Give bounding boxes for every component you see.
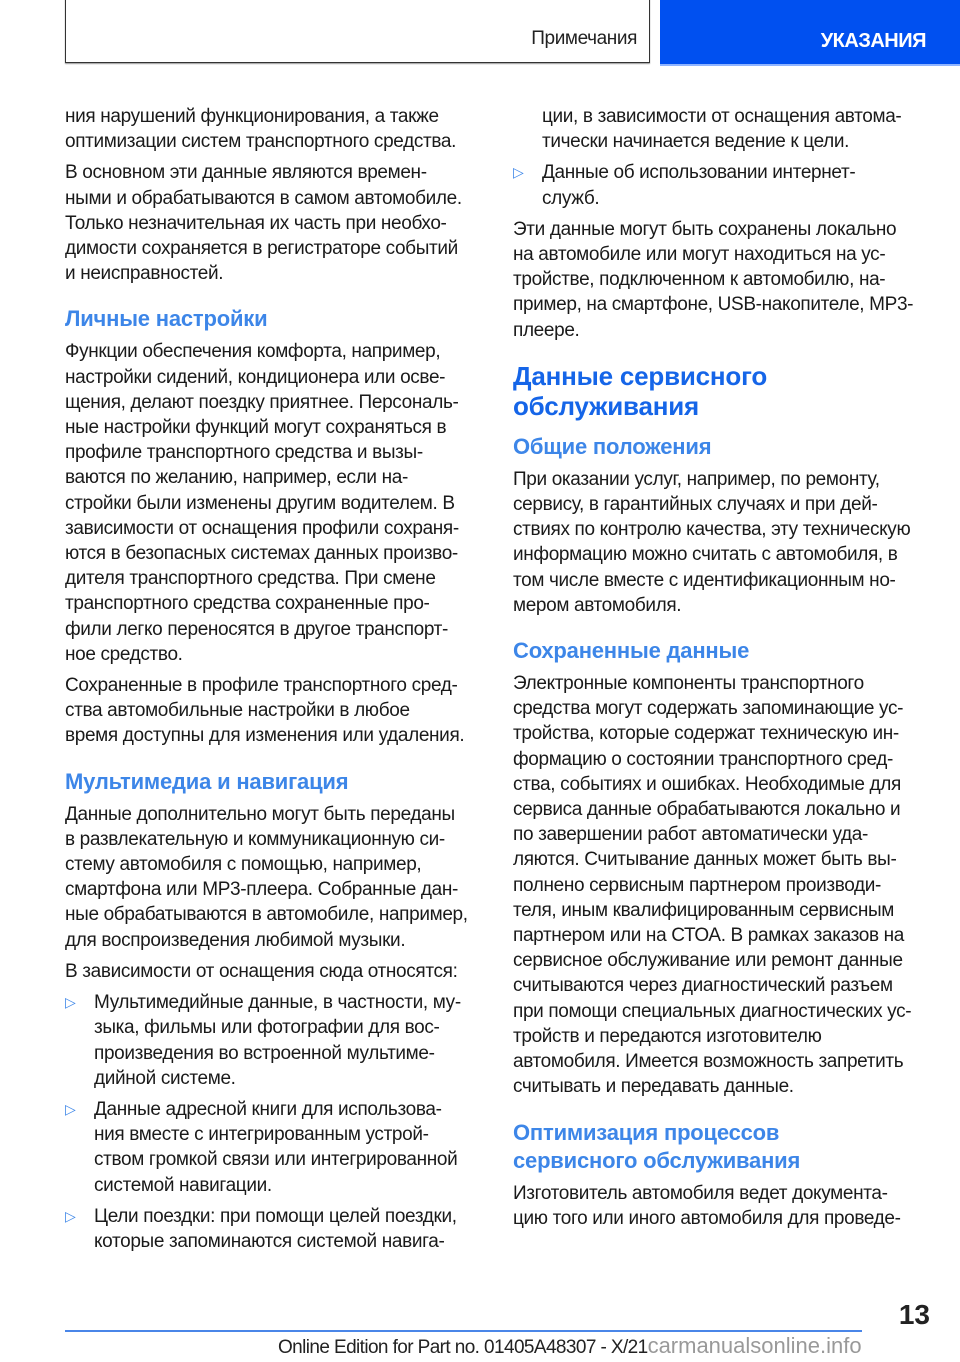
paragraph: Эти данные могут быть сохранены локально на автомобиле или могут находиться на ус- тройстве, подключенном к автомобилю, на- пример, на смартфоне, USB-накопителе, MP3- плеере.: [513, 218, 914, 341]
chapter-title: УКАЗАНИЯ: [820, 30, 926, 52]
page-number: 13: [898, 1299, 930, 1330]
list-item-text: Цели поездки: при помощи целей поездки, которые запоминаются системой навига-: [94, 1205, 457, 1252]
bullet-triangle-icon: ▷: [65, 994, 76, 1011]
paragraph: ния нарушений функционирования, а также оптимизации систем транспортного средства.: [65, 106, 457, 153]
paragraph: В основном эти данные являются времен- ными и обрабатываются в самом автомобиле. Только незначительная их часть при необхо- димости сохраняется в регистраторе событий и неисправностей.: [65, 162, 462, 285]
section-title: Примечания: [531, 28, 637, 49]
paragraph: Данные дополнительно могут быть переданы в развлекательную и коммуникационную си- стему автомобиля с помощью, например, смартфона или MP3-плеера. Собранные дан- ные обрабатываются в автомобиле, например, для воспроизведения любимой музыки.: [65, 803, 468, 951]
edition-text: Online Edition for Part no. 01405A48307 - X/21: [278, 1337, 648, 1358]
heading-multimedia: Мультимедиа и навигация: [65, 768, 349, 794]
header-section-box: [65, 0, 650, 63]
list-item-text: Данные адресной книги для использова- ния вместе с интегрированным устрой- ством громкой связи или интегрированной системой навигации.: [94, 1098, 458, 1196]
footer-divider: [65, 1330, 862, 1332]
bullet-triangle-icon: ▷: [65, 1207, 76, 1224]
list-item: [65, 990, 485, 1091]
heading-service-data: Данные сервисного обслуживания: [513, 360, 768, 421]
list-item: [65, 1097, 485, 1198]
heading-saved-data: Сохраненные данные: [513, 638, 750, 664]
heading-service-optimization: Оптимизация процессов сервисного обслуживания: [513, 1119, 801, 1173]
paragraph: В зависимости от оснащения сюда относятся:: [65, 960, 458, 982]
paragraph: Сохраненные в профиле транспортного сред- ства автомобильные настройки в любое время доступны для изменения или удаления.: [65, 675, 465, 747]
right-column: [513, 104, 933, 1237]
bullet-triangle-icon: ▷: [513, 164, 524, 181]
paragraph: Изготовитель автомобиля ведет документа- цию того или иного автомобиля для проведе-: [513, 1182, 901, 1229]
watermark: carmanualsonline.info: [647, 1333, 862, 1358]
bullet-triangle-icon: ▷: [65, 1100, 76, 1117]
list-item-text: Данные об использовании интернет- служб.: [542, 162, 856, 209]
heading-general: Общие положения: [513, 433, 712, 459]
paragraph: Функции обеспечения комфорта, например, настройки сидений, кондиционера или осве- щения, делают поездку приятнее. Персональ- ные настройки функций могут сохраняться в профиле транспортного средства и вызы- ваются по желанию, например, если на- стройки были изменены другим водителем. В зависимости от оснащения профили сохраня- ются в безопасных системах данных произво- дителя транспортного средства. При смене транспортного средства сохраненные про- фили легко переносятся в другое транспорт- ное средство.: [65, 341, 459, 665]
list-item: [65, 1204, 485, 1254]
list-item: [513, 160, 933, 210]
chapter-tab: [660, 0, 960, 66]
list-item-text: Мультимедийные данные, в частности, му- зыка, фильмы или фотографии для вос- произведения во встроенной мультиме- дийной системе.: [94, 992, 461, 1089]
left-column: [65, 104, 485, 1260]
footer: [278, 1333, 862, 1359]
paragraph: Электронные компоненты транспортного средства могут содержать запоминающие ус- тройства, которые содержат техническую ин- формацию о состоянии транспортного сред- ства, событиях и ошибках. Необходимые для сервиса данные обрабатываются локально и по завершении работ автоматически уда- ляются. Считывание данных может быть вы- полнено сервисным партнером производи- теля, иным квалифицированным сервисным партнером или на СТОА. В рамках заказов на сервисное обслуживание или ремонт данные считываются через диагностический разъем при помощи специальных диагностических ус- тройств и передаются изготовителю автомобиля. Имеется возможность запретить считывать и передавать данные.: [513, 673, 912, 1098]
heading-personal-settings: Личные настройки: [65, 306, 268, 332]
paragraph: При оказании услуг, например, по ремонту, сервису, в гарантийных случаях и при дей- ствиях по контролю качества, эту техническую информацию можно считать с автомобиля, в том числе вместе с идентификационным но- мером автомобиля.: [513, 468, 911, 616]
list-item-continued: [513, 104, 933, 154]
list-item-text: ции, в зависимости от оснащения автома- тически начинается ведение к цели.: [542, 106, 902, 153]
